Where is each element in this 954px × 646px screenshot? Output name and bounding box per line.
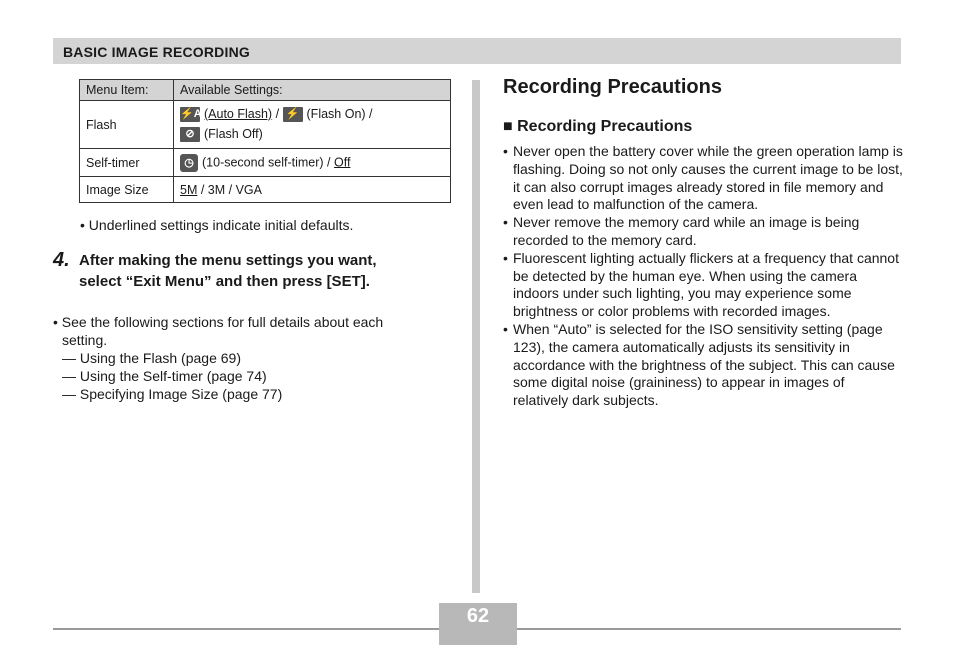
step-number: 4. (53, 249, 70, 271)
option-auto-flash: (Auto Flash) (204, 106, 273, 121)
table-cell-settings (174, 149, 451, 177)
precautions-list (503, 143, 903, 410)
option-off: Off (333, 154, 351, 169)
separator: / (272, 106, 283, 121)
table-cell-item: Image Size (80, 177, 174, 203)
step-line-2: select “Exit Menu” and then press [SET]. (79, 273, 370, 290)
flash-off-icon: ⊘ (180, 127, 200, 142)
list-item: • Fluorescent lighting actually flickers at a frequency that cannot be detected by the human eye. When using the camera indoors under such lighting, you may experience some brightness or color problems with recorded images. (503, 250, 903, 321)
table-cell-item: Self-timer (80, 149, 174, 177)
reference-flash: — Using the Flash (page 69) (62, 350, 241, 366)
list-item: • Never remove the memory card while an image is being recorded to the memory card. (503, 214, 903, 250)
section-heading: Recording Precautions (503, 76, 722, 98)
settings-table (79, 79, 451, 203)
option-other-sizes: / 3M / VGA (197, 182, 262, 197)
option-5m: 5M (180, 182, 198, 197)
list-item: • When “Auto” is selected for the ISO sensitivity setting (page 123), the camera automatically adjusts its sensitivity in accordance with the brightness of the subject. This can cause some digital noise (graininess) to appear in images of relatively dark subjects. (503, 321, 903, 410)
section-title: BASIC IMAGE RECORDING (63, 44, 250, 60)
page-number-box (439, 603, 517, 645)
reference-self-timer: — Using the Self-timer (page 74) (62, 368, 267, 384)
see-also-block (53, 313, 433, 403)
auto-flash-icon: ⚡A (180, 108, 202, 120)
see-also-line-2: setting. (62, 332, 108, 348)
option-flash-off: (Flash Off) (204, 127, 263, 141)
section-header (53, 38, 901, 64)
see-also-line-1: • See the following sections for full details about each (53, 314, 384, 330)
table-row (80, 177, 451, 203)
list-item: • Never open the battery cover while the green operation lamp is flashing. Doing so not only causes the current image to be lost, it can also corrupt images already stored in file memory and even lead to malfunction of the camera. (503, 143, 903, 214)
step-line-1: After making the menu settings you want, (79, 252, 377, 269)
page-number: 62 (466, 605, 490, 627)
table-row (80, 101, 451, 149)
column-divider (472, 80, 480, 593)
table-cell-settings (174, 101, 451, 149)
table-header-available-settings: Available Settings: (174, 80, 451, 101)
defaults-note: • Underlined settings indicate initial defaults. (80, 217, 354, 233)
flash-on-icon: ⚡ (283, 107, 303, 122)
option-flash-on: (Flash On) / (306, 106, 373, 121)
table-cell-settings (174, 177, 451, 203)
option-self-timer: (10-second self-timer) / (202, 154, 334, 169)
self-timer-icon: ◷ (180, 154, 198, 172)
table-header-menu-item: Menu Item: (80, 80, 174, 101)
step-instruction (79, 250, 439, 292)
table-header-row (80, 80, 451, 101)
table-row (80, 149, 451, 177)
subsection-heading: ■ Recording Precautions (503, 118, 693, 135)
reference-image-size: — Specifying Image Size (page 77) (62, 386, 283, 402)
table-cell-item: Flash (80, 101, 174, 149)
